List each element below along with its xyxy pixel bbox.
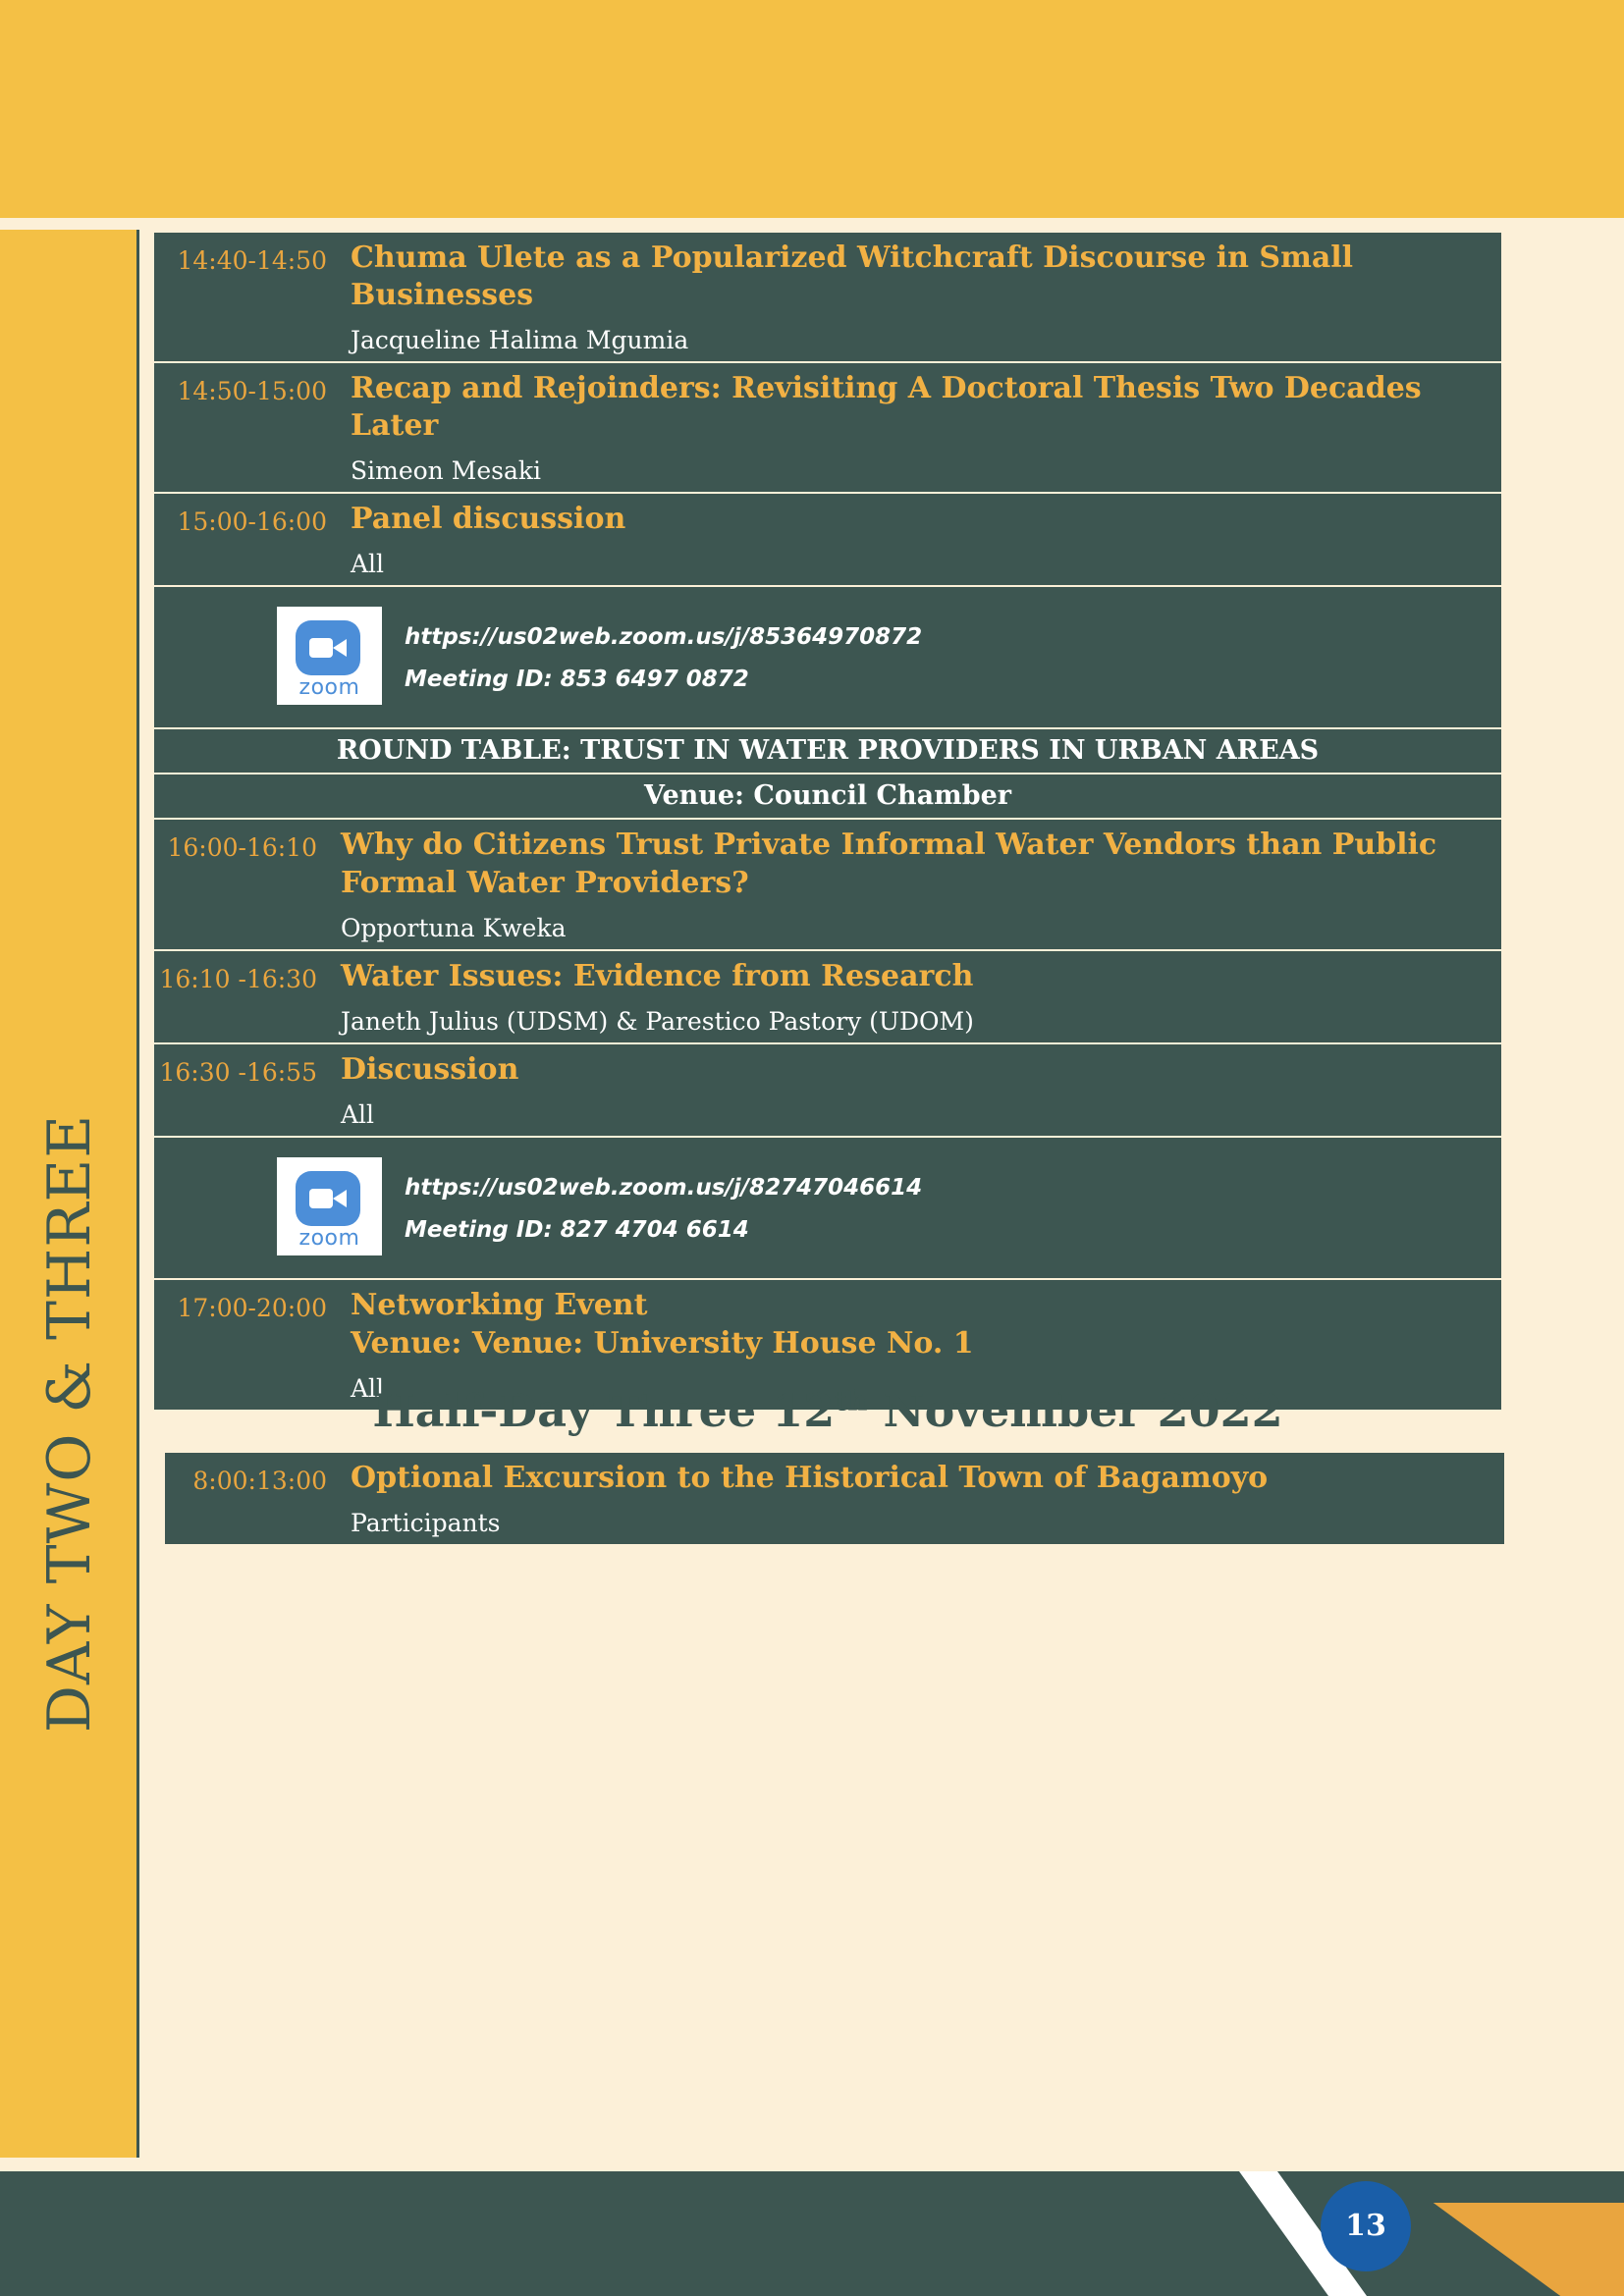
zoom-meeting-id: Meeting ID: 827 4704 6614: [405, 1217, 749, 1243]
schedule-row: [154, 1044, 1501, 1138]
session-title: Optional Excursion to the Historical Town of Bagamoyo: [351, 1461, 1269, 1495]
session-time: 16:30 -16:55: [159, 1058, 317, 1087]
zoom-logo-text: zoom: [298, 1226, 360, 1251]
zoom-link-row: [154, 1138, 1501, 1280]
session-title: Chuma Ulete as a Popularized Witchcraft Discourse in Small Businesses: [351, 240, 1354, 312]
session-speaker: Participants: [351, 1509, 501, 1537]
zoom-url-link[interactable]: https://us02web.zoom.us/j/85364970872: [405, 624, 923, 650]
session-title: Recap and Rejoinders: Revisiting A Doctoral Thesis Two Decades Later: [351, 371, 1422, 443]
session-speaker: Simeon Mesaki: [351, 456, 541, 485]
session-time: 16:00-16:10: [167, 833, 317, 862]
zoom-meeting-id: Meeting ID: 853 6497 0872: [405, 667, 749, 692]
day-two-schedule: [154, 233, 1501, 1412]
session-title: Panel discussion: [351, 502, 626, 536]
zoom-logo-icon: [277, 1157, 382, 1255]
header-band: [0, 0, 1624, 218]
session-time: 14:50-15:00: [177, 377, 327, 405]
round-table-venue: Venue: Council Chamber: [154, 774, 1501, 820]
session-title-line1: Networking Event: [351, 1288, 648, 1322]
zoom-link-row: [154, 587, 1501, 729]
sidebar-band: [0, 230, 139, 2158]
video-camera-icon: [296, 620, 360, 675]
session-speaker: Janeth Julius (UDSM) & Parestico Pastory (UDOM): [341, 1007, 974, 1036]
video-camera-icon: [296, 1171, 360, 1226]
session-title-line2: Venue: Venue: University House No. 1: [351, 1326, 974, 1361]
session-title: Discussion: [341, 1052, 519, 1087]
session-title-line1: Why do Citizens Trust Private Informal Water Vendors than Public: [341, 828, 1437, 862]
session-title-line2: Formal Water Providers?: [341, 866, 749, 900]
session-speaker: All: [341, 1100, 375, 1129]
day-three-schedule: [165, 1453, 1504, 1546]
session-time: 14:40-14:50: [177, 246, 327, 275]
session-speaker: Jacqueline Halima Mgumia: [351, 326, 689, 354]
schedule-row: [165, 1453, 1504, 1546]
session-speaker: All: [351, 1374, 385, 1403]
session-title: Water Issues: Evidence from Research: [341, 959, 974, 993]
schedule-row: [154, 363, 1501, 494]
schedule-row: [154, 951, 1501, 1044]
schedule-row: [154, 494, 1501, 587]
day-three-heading: Half-Day Three 12th November 2022: [372, 1384, 1283, 1437]
session-time: 15:00-16:00: [177, 507, 327, 536]
session-speaker: All: [351, 550, 385, 578]
session-time: 8:00:13:00: [192, 1467, 327, 1495]
zoom-logo-icon: [277, 607, 382, 705]
session-speaker: Opportuna Kweka: [341, 914, 567, 942]
schedule-row: [154, 820, 1501, 951]
schedule-row: [154, 233, 1501, 363]
zoom-logo-text: zoom: [298, 675, 360, 700]
round-table-title: ROUND TABLE: TRUST IN WATER PROVIDERS IN URBAN AREAS: [154, 729, 1501, 774]
page-number: 13: [1321, 2181, 1411, 2271]
session-time: 17:00-20:00: [177, 1294, 327, 1322]
sidebar-day-label: DAY TWO & THREE: [35, 1113, 104, 1734]
session-time: 16:10 -16:30: [159, 965, 317, 993]
zoom-url-link[interactable]: https://us02web.zoom.us/j/82747046614: [405, 1175, 923, 1201]
